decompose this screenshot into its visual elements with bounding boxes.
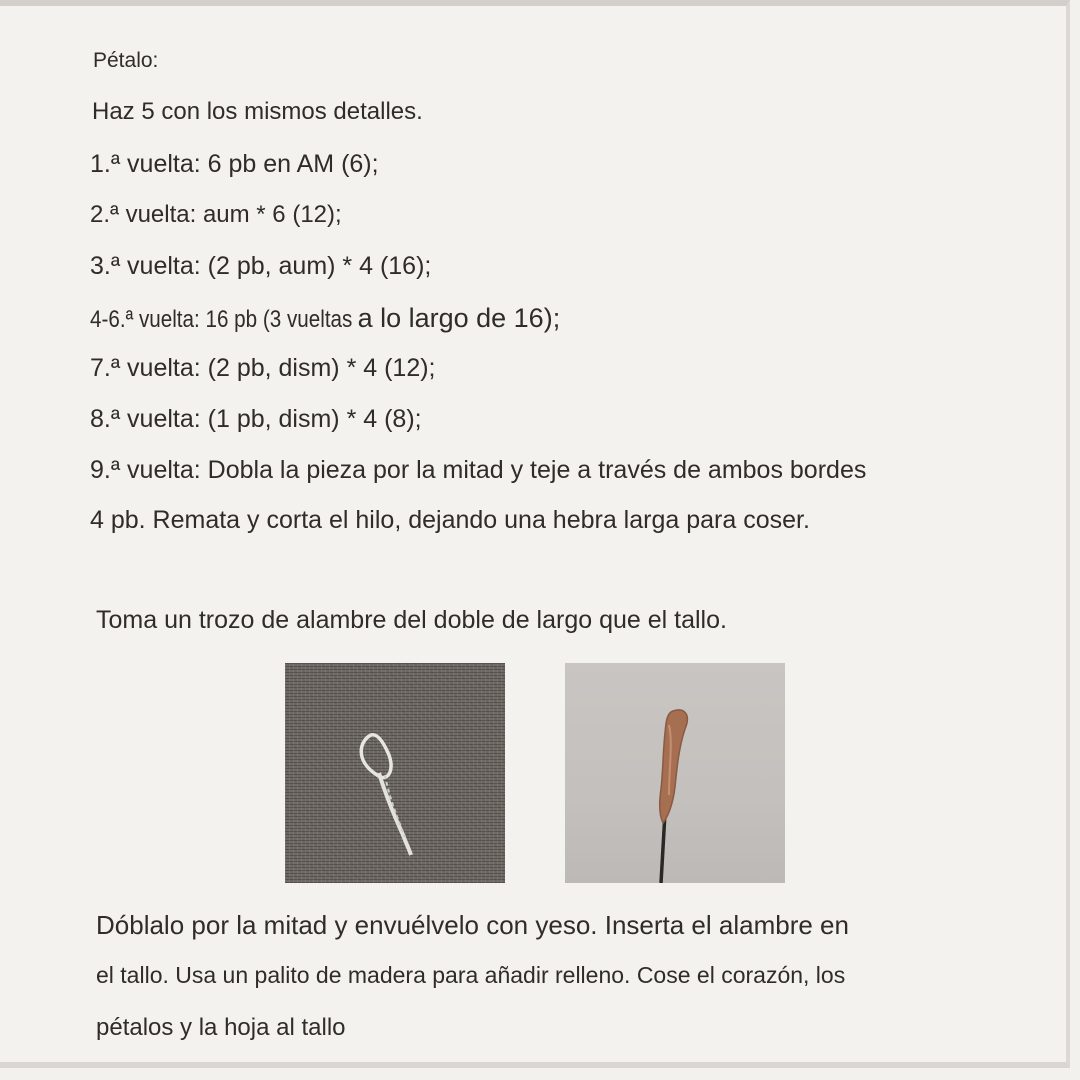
final-instruction-line-3: pétalos y la hoja al tallo xyxy=(96,1014,346,1041)
wrapped-wire-illustration xyxy=(565,663,785,883)
round-8: 8.ª vuelta: (1 pb, dism) * 4 (8); xyxy=(90,405,422,433)
round-9: 9.ª vuelta: Dobla la pieza por la mitad y teje a través de ambos bordes xyxy=(90,456,867,484)
round-7: 7.ª vuelta: (2 pb, dism) * 4 (12); xyxy=(90,354,436,382)
wire-instruction: Toma un trozo de alambre del doble de largo que el tallo. xyxy=(96,606,727,634)
round-3: 3.ª vuelta: (2 pb, aum) * 4 (16); xyxy=(90,252,432,280)
round-4-6-part-a: 4-6.ª vuelta: 16 pb (3 vueltas xyxy=(90,306,353,333)
wrapped-wire-photo xyxy=(565,663,785,883)
final-instruction-line-2: el tallo. Usa un palito de madera para añadir relleno. Cose el corazón, los xyxy=(96,962,846,988)
wire-loop-illustration xyxy=(285,663,505,883)
section-title: Pétalo: xyxy=(93,49,159,72)
final-instruction-line-1: Dóblalo por la mitad y envuélvelo con yeso. Inserta el alambre en xyxy=(96,910,849,940)
round-1: 1.ª vuelta: 6 pb en AM (6); xyxy=(90,150,379,178)
wire-loop-photo xyxy=(285,663,505,883)
round-4-6 xyxy=(90,303,560,334)
round-4-6-part-b: a lo largo de 16); xyxy=(350,303,561,333)
round-2: 2.ª vuelta: aum * 6 (12); xyxy=(90,201,342,228)
intro-text: Haz 5 con los mismos detalles. xyxy=(92,98,423,125)
round-9-continued: 4 pb. Remata y corta el hilo, dejando una hebra larga para coser. xyxy=(90,506,810,534)
